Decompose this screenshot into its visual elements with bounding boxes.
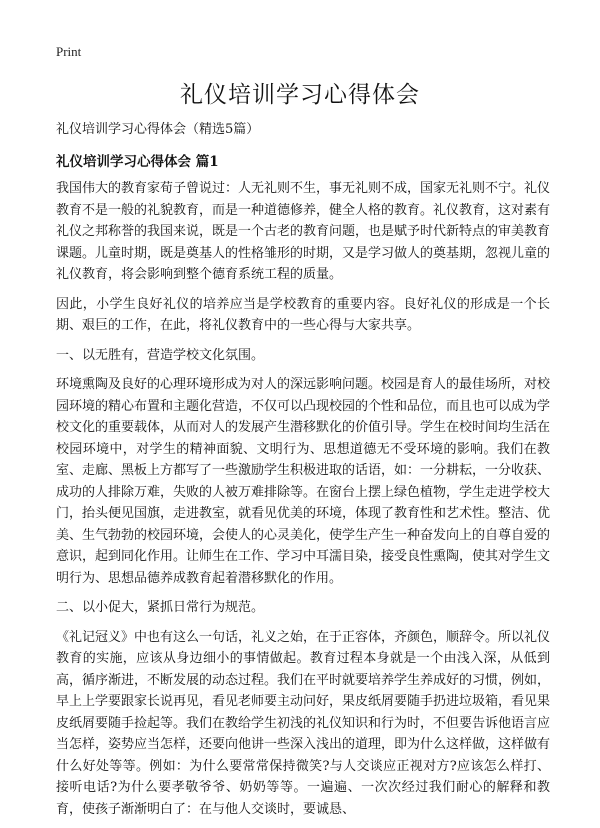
paragraph: 我国伟大的教育家荀子曾说过：人无礼则不生，事无礼则不成，国家无礼则不宁。礼仪教育不是一般的礼貌教育，而是一种道德修养，健全人格的教育。礼仪教育，这对素有礼仪之邦称誉的我国来说，既是一个古老的教育问题，也是赋予时代新特点的审美教育课题。儿童时期，既是奠基人的性格雏形的时期，又是学习做人的奠基期，忽视儿童的礼仪教育，将会影响到整个德育系统工程的质量。 — [56, 181, 551, 282]
document-subtitle: 礼仪培训学习心得体会（精选5篇） — [56, 122, 260, 137]
page-title: 礼仪培训学习心得体会 — [180, 82, 420, 108]
section-heading: 礼仪培训学习心得体会 篇1 — [56, 154, 219, 170]
paragraph: 环境熏陶及良好的心理环境形成为对人的深远影响问题。校园是育人的最佳场所，对校园环境的精心布置和主题化营造，不仅可以凸现校园的个性和品位，而且也可以成为学校文化的重要载体，从而对人的发展产生潜移默化的价值引导。学生在校时间均生活在校园环境中，对学生的精神面貌、文明行为、思想道德无不受环境的影响。我们在教室、走廊、黑板上方都写了一些激励学生积极进取的话语，如：一分耕耘，一分收获、成功的人排除万难，失败的人被万难排除等。在窗台上摆上绿色植物，学生走进学校大门，抬头便见国旗，走进教室，就看见优美的环境，体现了教育性和艺术性。整洁、优美、生气勃勃的校园环境，会使人的心灵美化，使学生产生一种奋发向上的自尊自爱的意识，起到同化作用。让师生在工作、学习中耳濡目染，接受良性熏陶，使其对学生文明行为、思想品德养成教育起着潜移默化的作用。 — [56, 377, 551, 586]
paragraph-heading: 一、以无胜有，营造学校文化氛围。 — [56, 347, 265, 363]
document-body — [56, 178, 550, 828]
paragraph: 因此，小学生良好礼仪的培养应当是学校教育的重要内容。良好礼仪的形成是一个长期、艰巨的工作，在此，将礼仪教育中的一些心得与大家共享。 — [56, 296, 550, 333]
print-link[interactable]: Print — [56, 44, 82, 59]
paragraph-heading: 二、以小促大，紧抓日常行为规范。 — [56, 600, 265, 615]
paragraph: 《礼记冠义》中也有这么一句话，礼义之始，在于正容体，齐颜色，顺辞令。所以礼仪教育的实施，应该从身边细小的事情做起。教育过程本身就是一个由浅入深，从低到高，循序渐进，不断发展的动态过程。我们在平时就要培养学生养成好的习惯，例如，早上上学要跟家长说再见，看见老师要主动问好，果皮纸屑要随手扔进垃圾箱，看见果皮纸屑要随手捡起等。我们在教给学生初浅的礼仪知识和行为时，不但要告诉他语言应当怎样，姿势应当怎样，还要向他讲一些深入浅出的道理，即为什么这样做，这样做有什么好处等等。例如：为什么要常常保持微笑?与人交谈应正视对方?应该怎么样打、接听电话?为什么要孝敬爷爷、奶奶等等。一遍遍、一次次经过我们耐心的解释和教育，使孩子渐渐明白了：在与他人交谈时，要诚恳、 — [56, 629, 551, 817]
